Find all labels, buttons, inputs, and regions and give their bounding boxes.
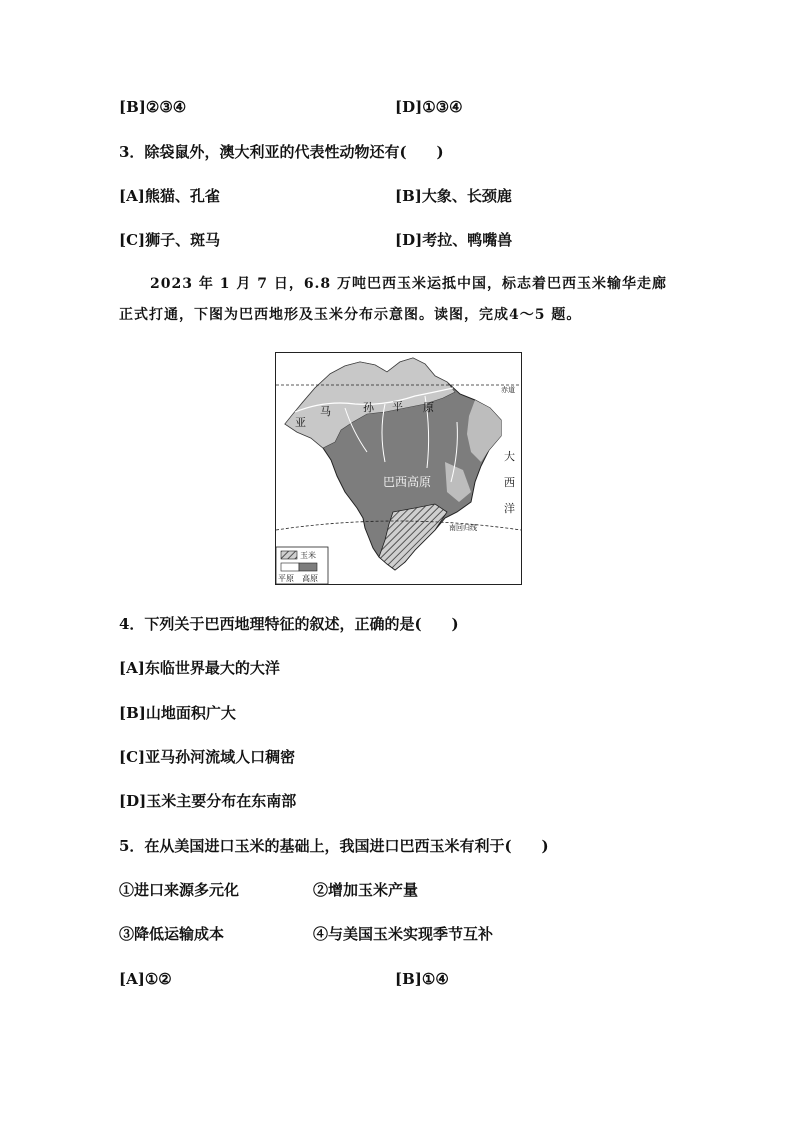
label-amazon-yuan: 原 (423, 401, 434, 414)
q5-option-a: [A]①② (119, 970, 172, 988)
label-ocean-yang: 洋 (504, 502, 515, 515)
label-equator: 赤道 (501, 386, 515, 394)
legend-plateau-label: 高原 (302, 574, 318, 583)
label-amazon-ma: 马 (320, 405, 331, 418)
legend-corn-label: 玉米 (300, 551, 316, 560)
q5-item-4: ④与美国玉米实现季节互补 (313, 925, 494, 943)
passage-line-1: 2023 年 1 月 7 日，6.8 万吨巴西玉米运抵中国，标志着巴西玉米输华走廊 (150, 276, 668, 292)
q5-item-3: ③降低运输成本 (119, 925, 225, 943)
q5-stem: 5．在从美国进口玉米的基础上，我国进口巴西玉米有利于( ) (119, 837, 549, 855)
q4-option-b: [B]山地面积广大 (119, 704, 236, 722)
q5-item-1: ①进口来源多元化 (119, 881, 240, 899)
q5-option-b: [B]①④ (395, 970, 449, 988)
q2-option-b: [B]②③④ (119, 98, 187, 116)
legend-plateau-swatch (299, 563, 317, 571)
q5-item-2: ②增加玉米产量 (313, 881, 419, 899)
passage-line-2: 正式打通，下图为巴西地形及玉米分布示意图。读图，完成4～5 题。 (119, 307, 582, 323)
label-amazon-ya: 亚 (295, 416, 306, 429)
q2-option-d: [D]①③④ (395, 98, 463, 116)
legend-corn-swatch (281, 551, 297, 559)
q4-option-c: [C]亚马孙河流域人口稠密 (119, 748, 296, 766)
q3-option-c: [C]狮子、斑马 (119, 231, 221, 249)
q3-option-b: [B]大象、长颈鹿 (395, 187, 512, 205)
q3-option-d: [D]考拉、鸭嘴兽 (395, 231, 513, 249)
q4-stem: 4．下列关于巴西地理特征的叙述，正确的是( ) (119, 615, 459, 633)
label-ocean-da: 大 (504, 450, 515, 463)
label-amazon-sun: 孙 (363, 401, 374, 414)
label-tropic: 南回归线 (449, 524, 477, 532)
legend-plain-swatch (281, 563, 299, 571)
q4-option-a: [A]东临世界最大的大洋 (119, 659, 280, 677)
brazil-terrain-corn-map (275, 352, 522, 585)
label-ocean-xi: 西 (504, 476, 515, 489)
q4-option-d: [D]玉米主要分布在东南部 (119, 792, 297, 810)
label-amazon-ping: 平 (392, 400, 403, 413)
legend-plain-label: 平原 (278, 574, 294, 583)
label-brazil-plateau: 巴西高原 (383, 475, 432, 489)
map-legend (276, 547, 328, 584)
q3-option-a: [A]熊猫、孔雀 (119, 187, 220, 205)
q3-stem: 3．除袋鼠外，澳大利亚的代表性动物还有( ) (119, 143, 444, 161)
